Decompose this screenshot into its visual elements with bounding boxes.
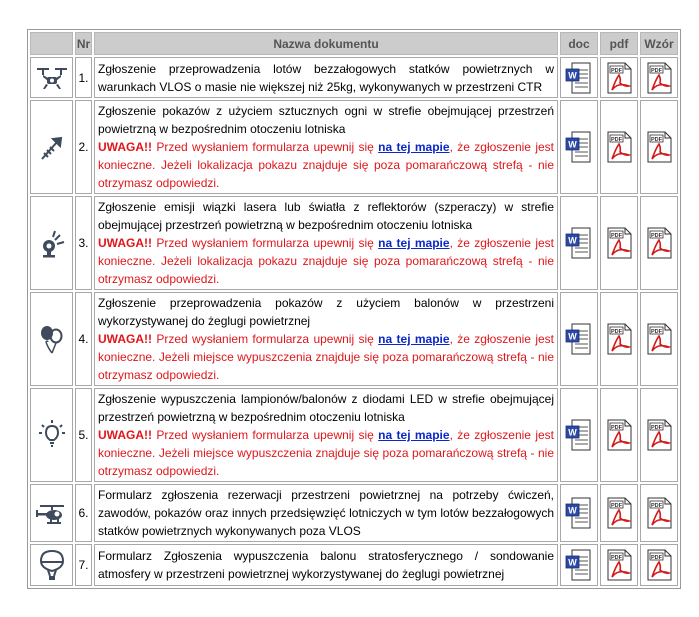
pdf-download-icon[interactable]: [604, 502, 634, 519]
svg-text:PDF: PDF: [651, 67, 662, 74]
svg-text:W: W: [568, 557, 577, 568]
doc-download-icon[interactable]: [564, 70, 594, 84]
svg-text:PDF: PDF: [611, 328, 622, 335]
svg-text:W: W: [568, 505, 577, 516]
svg-text:W: W: [568, 235, 577, 246]
warning-after: , że zgłoszenie jest konieczne. Jeżeli miejsce wypuszczenia znajduje się poza pomarańczową strefą - nie otrzymasz odpowiedzi.: [98, 332, 554, 382]
pdf-download-icon[interactable]: [604, 554, 634, 571]
doc-cell: [560, 100, 598, 194]
doc-cell: [560, 484, 598, 542]
warning-text: [98, 236, 554, 286]
document-title: Formularz zgłoszenia rezerwacji przestrzeni powietrznej na potrzeby ćwiczeń, zawodów, pokazów oraz innych przedsięwzięć lotniczych w tym lotów bezzałogowych statków powietrznych wykonywanych poza VLOS: [98, 488, 554, 538]
svg-text:PDF: PDF: [651, 424, 662, 431]
header-nr: Nr: [75, 32, 92, 55]
firework-rocket-icon: [34, 129, 70, 165]
table-row: [30, 388, 678, 482]
doc-download-icon[interactable]: [564, 331, 594, 345]
table-row: [30, 196, 678, 290]
doc-cell: [560, 388, 598, 482]
header-pdf: pdf: [600, 32, 638, 55]
document-name-cell: [94, 292, 558, 386]
map-link[interactable]: na tej mapie: [378, 428, 450, 442]
row-number: 1.: [75, 57, 92, 98]
wzor-cell: [640, 57, 678, 98]
row-icon-cell: [30, 484, 73, 542]
document-title: Zgłoszenie przeprowadzenia lotów bezzałogowych statków powietrznych w warunkach VLOS o masie nie większej niż 25kg, wykonywanych w przestrzeni CTR: [98, 61, 554, 94]
pdf-download-icon[interactable]: [604, 232, 634, 249]
header-name: Nazwa dokumentu: [94, 32, 558, 55]
warning-label: UWAGA!!: [98, 428, 152, 442]
document-title: Zgłoszenie przeprowadzenia pokazów z użyciem balonów w przestrzeni wykorzystywanej do żeglugi powietrznej: [98, 296, 554, 328]
row-number: 4.: [75, 292, 92, 386]
row-number: 2.: [75, 100, 92, 194]
wzor-cell: [640, 196, 678, 290]
svg-text:PDF: PDF: [651, 328, 662, 335]
doc-download-icon[interactable]: [564, 139, 594, 153]
pdf-download-icon[interactable]: [604, 67, 634, 84]
warning-before: Przed wysłaniem formularza upewnij się: [152, 428, 379, 442]
row-number: 7.: [75, 544, 92, 586]
table-row: [30, 544, 678, 586]
doc-cell: [560, 544, 598, 586]
document-title: Zgłoszenie pokazów z użyciem sztucznych ogni w strefie obejmującej przestrzeń powietrzną w bezpośrednim otoczeniu lotniska: [98, 104, 554, 136]
document-title: Zgłoszenie wypuszczenia lampionów/balonów z diodami LED w strefie obejmującej przestrzeń powietrzną w bezpośrednim otoczeniu lotniska: [98, 392, 554, 424]
doc-cell: [560, 292, 598, 386]
wzor-cell: [640, 100, 678, 194]
svg-text:W: W: [568, 427, 577, 438]
svg-text:PDF: PDF: [651, 232, 662, 239]
document-name-cell: [94, 544, 558, 586]
table-row: [30, 57, 678, 98]
document-name-cell: [94, 100, 558, 194]
svg-text:W: W: [568, 139, 577, 150]
document-name-cell: [94, 484, 558, 542]
sample-pdf-icon[interactable]: [644, 67, 674, 84]
warning-label: UWAGA!!: [98, 140, 152, 154]
wzor-cell: [640, 484, 678, 542]
pdf-download-icon[interactable]: [604, 328, 634, 345]
helicopter-icon: [34, 495, 70, 531]
pdf-download-icon[interactable]: [604, 424, 634, 441]
table-row: [30, 484, 678, 542]
row-icon-cell: [30, 544, 73, 586]
document-name-cell: [94, 57, 558, 98]
sample-pdf-icon[interactable]: [644, 232, 674, 249]
doc-download-icon[interactable]: [564, 557, 594, 571]
document-title: Formularz Zgłoszenia wypuszczenia balonu stratosferycznego / sondowanie atmosfery w przestrzeni powietrznej wykorzystywanej do żeglugi powietrznej: [98, 549, 554, 581]
pdf-cell: [600, 484, 638, 542]
pdf-cell: [600, 100, 638, 194]
doc-download-icon[interactable]: [564, 235, 594, 249]
doc-download-icon[interactable]: [564, 505, 594, 519]
map-link[interactable]: na tej mapie: [378, 236, 450, 250]
table-row: [30, 292, 678, 386]
wzor-cell: [640, 544, 678, 586]
warning-label: UWAGA!!: [98, 236, 152, 250]
row-icon-cell: [30, 388, 73, 482]
balloons-icon: [34, 321, 70, 357]
sample-pdf-icon[interactable]: [644, 328, 674, 345]
svg-text:PDF: PDF: [611, 67, 622, 74]
row-number: 3.: [75, 196, 92, 290]
warning-text: [98, 332, 554, 382]
warning-text: [98, 140, 554, 190]
map-link[interactable]: na tej mapie: [378, 140, 450, 154]
warning-after: , że zgłoszenie jest konieczne. Jeżeli lokalizacja pokazu znajduje się poza pomarańczową strefą - nie otrzymasz odpowiedzi.: [98, 236, 554, 286]
row-icon-cell: [30, 292, 73, 386]
stratospheric-balloon-icon: [34, 547, 70, 583]
warning-label: UWAGA!!: [98, 332, 152, 346]
sample-pdf-icon[interactable]: [644, 424, 674, 441]
sample-pdf-icon[interactable]: [644, 502, 674, 519]
svg-text:PDF: PDF: [611, 232, 622, 239]
svg-text:PDF: PDF: [651, 136, 662, 143]
row-number: 6.: [75, 484, 92, 542]
table-row: [30, 100, 678, 194]
document-title: Zgłoszenie emisji wiązki lasera lub światła z reflektorów (szperaczy) w strefie obejmującej przestrzeń powietrzną w bezpośrednim otoczeniu lotniska: [98, 200, 554, 232]
pdf-cell: [600, 57, 638, 98]
row-icon-cell: [30, 57, 73, 98]
svg-text:W: W: [568, 70, 577, 80]
pdf-cell: [600, 544, 638, 586]
sample-pdf-icon[interactable]: [644, 554, 674, 571]
header-row: [30, 32, 678, 55]
warning-before: Przed wysłaniem formularza upewnij się: [152, 140, 379, 154]
svg-text:PDF: PDF: [611, 502, 622, 509]
drone-icon: [34, 60, 70, 96]
row-icon-cell: [30, 196, 73, 290]
warning-before: Przed wysłaniem formularza upewnij się: [152, 236, 379, 250]
svg-text:PDF: PDF: [611, 554, 622, 561]
wzor-cell: [640, 292, 678, 386]
warning-after: , że zgłoszenie jest konieczne. Jeżeli miejsce wypuszczenia znajduje się poza pomarańczową strefą - nie otrzymasz odpowiedzi.: [98, 428, 554, 478]
svg-text:PDF: PDF: [611, 424, 622, 431]
doc-cell: [560, 57, 598, 98]
led-lantern-icon: [34, 417, 70, 453]
row-icon-cell: [30, 100, 73, 194]
header-wzor: Wzór: [640, 32, 678, 55]
pdf-cell: [600, 388, 638, 482]
svg-text:PDF: PDF: [611, 136, 622, 143]
header-doc: doc: [560, 32, 598, 55]
pdf-cell: [600, 196, 638, 290]
warning-after: , że zgłoszenie jest konieczne. Jeżeli lokalizacja pokazu znajduje się poza pomarańczową strefą - nie otrzymasz odpowiedzi.: [98, 140, 554, 190]
svg-text:W: W: [568, 331, 577, 342]
sample-pdf-icon[interactable]: [644, 136, 674, 153]
laser-light-icon: [34, 225, 70, 261]
map-link[interactable]: na tej mapie: [378, 332, 450, 346]
pdf-cell: [600, 292, 638, 386]
documents-table: [27, 29, 681, 589]
row-number: 5.: [75, 388, 92, 482]
doc-download-icon[interactable]: [564, 427, 594, 441]
warning-text: [98, 428, 554, 478]
document-name-cell: [94, 388, 558, 482]
svg-text:PDF: PDF: [651, 554, 662, 561]
warning-before: Przed wysłaniem formularza upewnij się: [152, 332, 379, 346]
wzor-cell: [640, 388, 678, 482]
pdf-download-icon[interactable]: [604, 136, 634, 153]
svg-text:PDF: PDF: [651, 502, 662, 509]
doc-cell: [560, 196, 598, 290]
document-name-cell: [94, 196, 558, 290]
header-icon: [30, 32, 73, 55]
